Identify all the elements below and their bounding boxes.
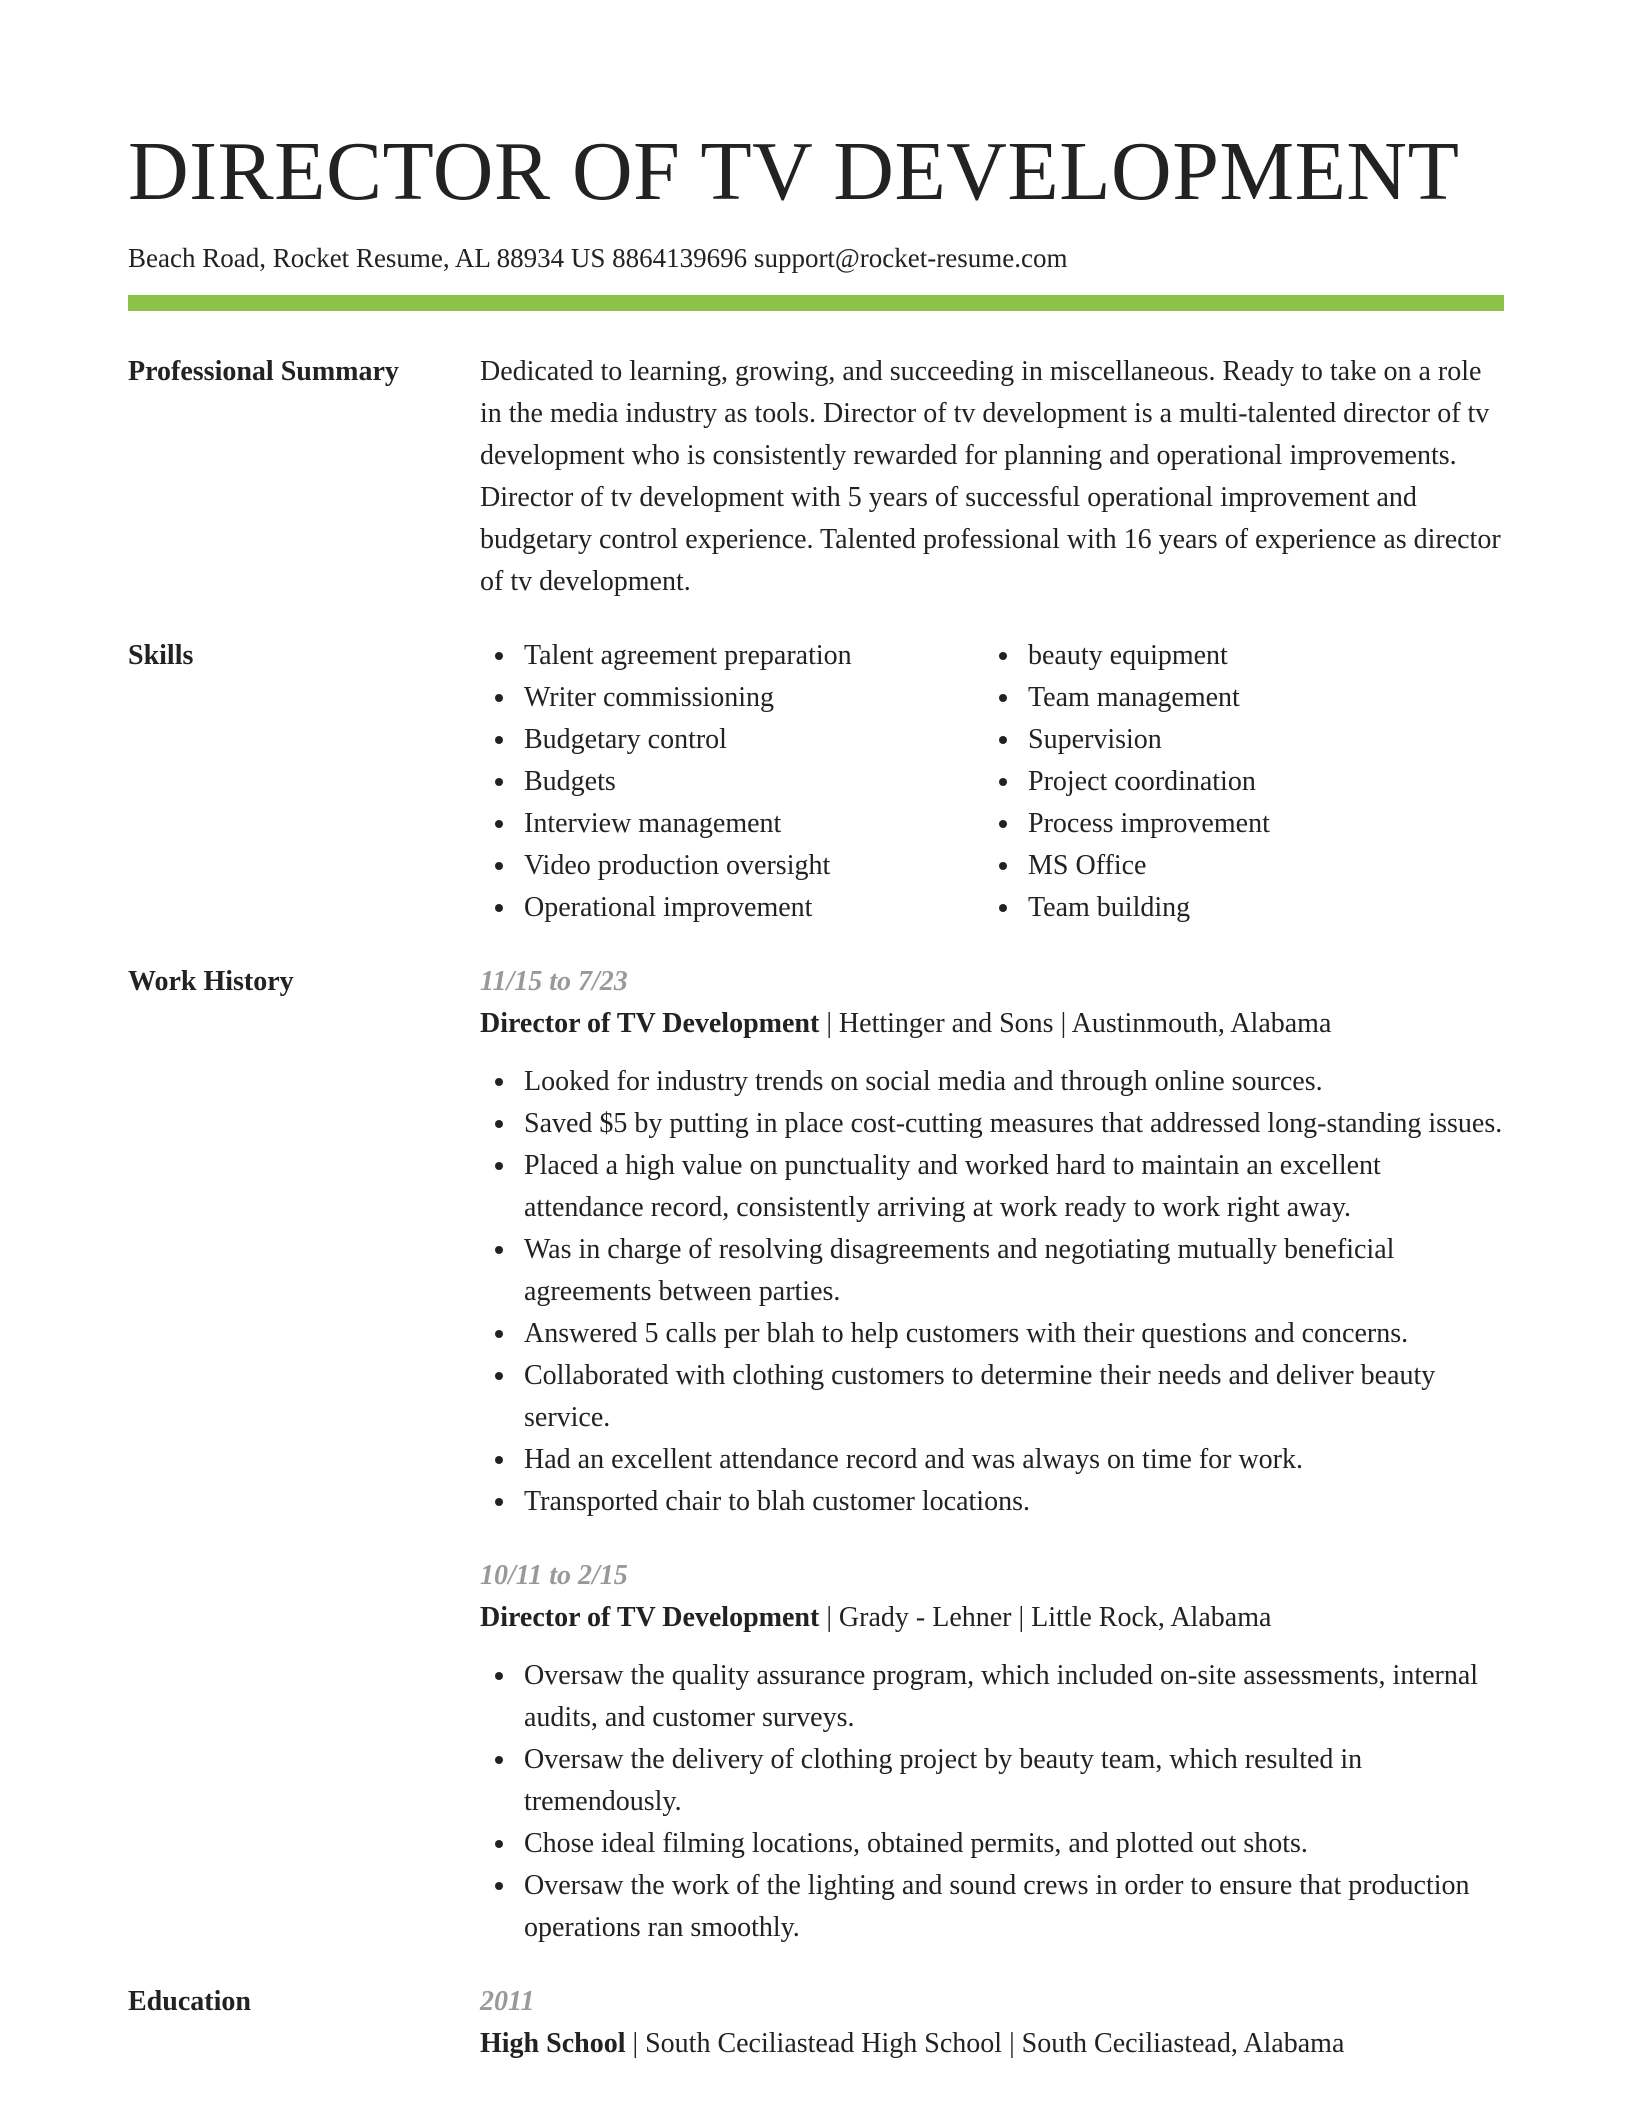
skill-item: Process improvement [1028,803,1528,845]
education-heading-line [480,2023,1504,2065]
job-location: Austinmouth, Alabama [1071,1008,1332,1039]
skill-item: MS Office [1028,845,1528,887]
skill-item: Budgets [524,761,984,803]
skill-item: Writer commissioning [524,677,984,719]
job-company: Hettinger and Sons [838,1008,1054,1039]
skill-item: Talent agreement preparation [524,635,984,677]
separator: | [625,2028,646,2059]
skill-item: Operational improvement [524,887,984,929]
education-school: South Ceciliastead High School [645,2028,1003,2059]
work-history-heading: Work History [128,966,294,997]
job-bullet: Was in charge of resolving disagreements and negotiating mutually beneficial agreements between parties. [524,1229,1504,1313]
separator: | [1053,1008,1072,1039]
skill-item: Budgetary control [524,719,984,761]
job-bullet: Collaborated with clothing customers to determine their needs and deliver beauty service. [524,1355,1504,1439]
work-history-body [480,961,1504,1949]
separator: | [1002,2028,1022,2059]
accent-divider [128,295,1504,311]
job-entry [480,1555,1504,1949]
job-bullets [480,1655,1504,1949]
job-bullet: Transported chair to blah customer locations. [524,1481,1504,1523]
job-dates: 11/15 to 7/23 [480,966,628,997]
education-section [128,1981,1504,2081]
skill-item: Project coordination [1028,761,1528,803]
education-body [480,1981,1504,2081]
job-title: Director of TV Development [480,1602,820,1633]
work-history-section [128,961,1504,1949]
education-entry [480,1981,1504,2065]
separator: | [1011,1602,1032,1633]
contact-line: Beach Road, Rocket Resume, AL 88934 US 8864139696 support@rocket-resume.com [128,243,1068,273]
summary-heading: Professional Summary [128,356,399,387]
skill-item: Team building [1028,887,1528,929]
resume-sections [128,351,1504,2081]
summary-text: Dedicated to learning, growing, and succeeding in miscellaneous. Ready to take on a role in the media industry as tools. Director of tv development is a multi-talented director of tv development who is consistently rewarded for planning and operational improvements. Director of tv development with 5 years of successful operational improvement and budgetary control experience. Talented professional with 16 years of experience as director of tv development. [480,356,1501,597]
skill-item: Team management [1028,677,1528,719]
skill-item: beauty equipment [1028,635,1528,677]
job-title: Director of TV Development [480,1008,820,1039]
skills-body [480,635,1528,929]
education-degree: High School [480,2028,626,2059]
job-bullet: Saved $5 by putting in place cost-cutting measures that addressed long-standing issues. [524,1103,1504,1145]
skill-item: Interview management [524,803,984,845]
education-dates: 2011 [480,1986,535,2017]
summary-body [480,351,1504,603]
job-location: Little Rock, Alabama [1031,1602,1272,1633]
skills-list-right [984,635,1528,929]
job-bullet: Oversaw the work of the lighting and sound crews in order to ensure that production operations ran smoothly. [524,1865,1504,1949]
job-dates: 10/11 to 2/15 [480,1560,628,1591]
skill-item: Supervision [1028,719,1528,761]
job-company: Grady - Lehner [838,1602,1012,1633]
skills-columns [480,635,1528,929]
job-bullet: Had an excellent attendance record and was always on time for work. [524,1439,1504,1481]
job-bullet: Answered 5 calls per blah to help customers with their questions and concerns. [524,1313,1504,1355]
job-bullet: Placed a high value on punctuality and worked hard to maintain an excellent attendance record, consistently arriving at work ready to work right away. [524,1145,1504,1229]
resume-title: DIRECTOR OF TV DEVELOPMENT [128,125,1460,218]
skill-item: Video production oversight [524,845,984,887]
job-bullet: Chose ideal filming locations, obtained permits, and plotted out shots. [524,1823,1504,1865]
job-entry [480,961,1504,1523]
skills-heading: Skills [128,640,194,671]
job-heading-line [480,1003,1504,1045]
education-location: South Ceciliastead, Alabama [1021,2028,1345,2059]
summary-section [128,351,1504,603]
job-bullet: Oversaw the delivery of clothing project by beauty team, which resulted in tremendously. [524,1739,1504,1823]
job-bullets [480,1061,1504,1523]
job-bullet: Looked for industry trends on social media and through online sources. [524,1061,1504,1103]
job-heading-line [480,1597,1504,1639]
skills-section [128,635,1504,929]
separator: | [819,1008,839,1039]
education-heading: Education [128,1986,251,2017]
skills-list-left [480,635,984,929]
job-bullet: Oversaw the quality assurance program, which included on-site assessments, internal audits, and customer surveys. [524,1655,1504,1739]
separator: | [819,1602,839,1633]
